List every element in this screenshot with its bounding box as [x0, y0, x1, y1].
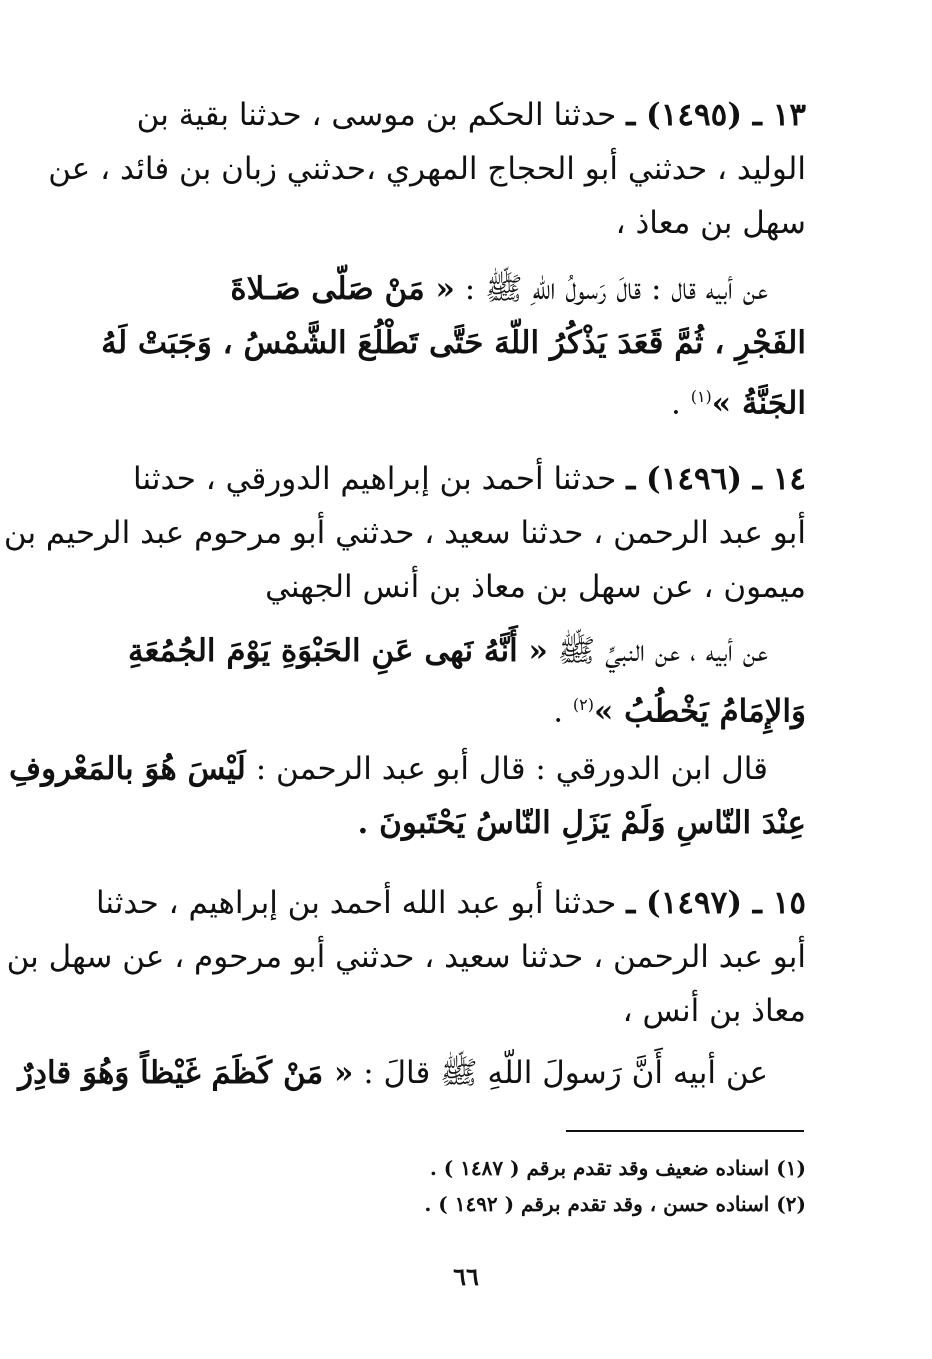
hadith-13-matn — [101, 262, 806, 424]
isnad-line: حدثنا الحكم بن موسى ، حدثنا بقية بن — [136, 97, 617, 133]
page-number: ٦٦ — [453, 1262, 479, 1291]
editor-comment — [8, 742, 806, 850]
comment-text: لَيْسَ هُوَ بالمَعْروفِ — [8, 751, 246, 787]
hadith-15-matn — [18, 1046, 806, 1100]
hadith-15-number: ١٥ ـ (١٤٩٧) ـ — [626, 885, 806, 921]
hadith-14-number: ١٤ ـ (١٤٩٦) ـ — [626, 461, 806, 497]
matn-text: « مَنْ صَلّى صَـلاةَ — [230, 271, 455, 307]
matn-intro: عن أبيه ، عن النبيِّ ﷺ — [557, 633, 768, 669]
hadith-15-isnad — [6, 876, 806, 1038]
footnote-1: (١) اسناده ضعيف وقد تقدم برقم ( ١٤٨٧ ) . — [429, 1156, 806, 1180]
hadith-13-isnad — [48, 88, 806, 250]
isnad-line: حدثنا أحمد بن إبراهيم الدورقي ، حدثنا — [133, 461, 617, 497]
matn-text: الفَجْرِ ، ثُمَّ قَعَدَ يَذْكُرُ اللّهَ حَتَّى تَطْلُعَ الشَّمْسُ ، وَجَبَتْ لَهُ — [101, 325, 806, 361]
footnote-marker: (٢) — [572, 695, 595, 714]
matn-text: الجَنَّةُ » — [711, 385, 806, 422]
isnad-line: سهل بن معاذ ، — [615, 205, 806, 241]
end-punct: . — [670, 385, 681, 422]
isnad-line: ميمون ، عن سهل بن معاذ بن أنس الجهني — [265, 569, 806, 605]
isnad-line: أبو عبد الرحمن ، حدثنا سعيد ، حدثني أبو مرحوم ، عن سهل بن — [6, 939, 806, 975]
hadith-14-isnad — [3, 452, 806, 614]
hadith-14-matn — [120, 624, 806, 732]
isnad-line: معاذ بن أنس ، — [622, 993, 806, 1029]
comment-text: عِنْدَ النّاسِ وَلَمْ يَزَلِ النّاسُ يَحْتَبونَ . — [357, 805, 806, 841]
footnote-divider — [566, 1130, 804, 1132]
matn-text: « أَنَّهُ نَهى عَنِ الحَبْوَةِ يَوْمَ الجُمُعَةِ — [127, 633, 548, 669]
matn-text: « مَنْ كَظَمَ غَيْظاً وَهُوَ قادِرٌ — [18, 1055, 354, 1091]
matn-intro: عن أبيه أَنَّ رَسولَ اللّهِ ﷺ قالَ : — [363, 1055, 768, 1091]
isnad-line: أبو عبد الرحمن ، حدثنا سعيد ، حدثني أبو مرحوم عبد الرحيم بن — [3, 515, 806, 551]
comment-intro: قال ابن الدورقي : قال أبو عبد الرحمن : — [255, 751, 768, 787]
end-punct: . — [553, 693, 564, 730]
footnote-marker: (١) — [690, 387, 712, 406]
isnad-line: الوليد ، حدثني أبو الحجاج المهري ،حدثني زبان بن فائد ، عن — [48, 151, 806, 187]
footnote-2: (٢) اسناده حسن ، وقد تقدم برقم ( ١٤٩٢ ) . — [424, 1192, 806, 1216]
matn-intro: عن أبيه قال : قالَ رَسولُ اللّهِ ﷺ : — [464, 271, 768, 307]
matn-text: وَالإِمَامُ يَخْطُبُ » — [594, 693, 806, 730]
hadith-13-number: ١٣ ـ (١٤٩٥) ـ — [626, 97, 806, 133]
isnad-line: حدثنا أبو عبد الله أحمد بن إبراهيم ، حدثنا — [95, 885, 617, 921]
